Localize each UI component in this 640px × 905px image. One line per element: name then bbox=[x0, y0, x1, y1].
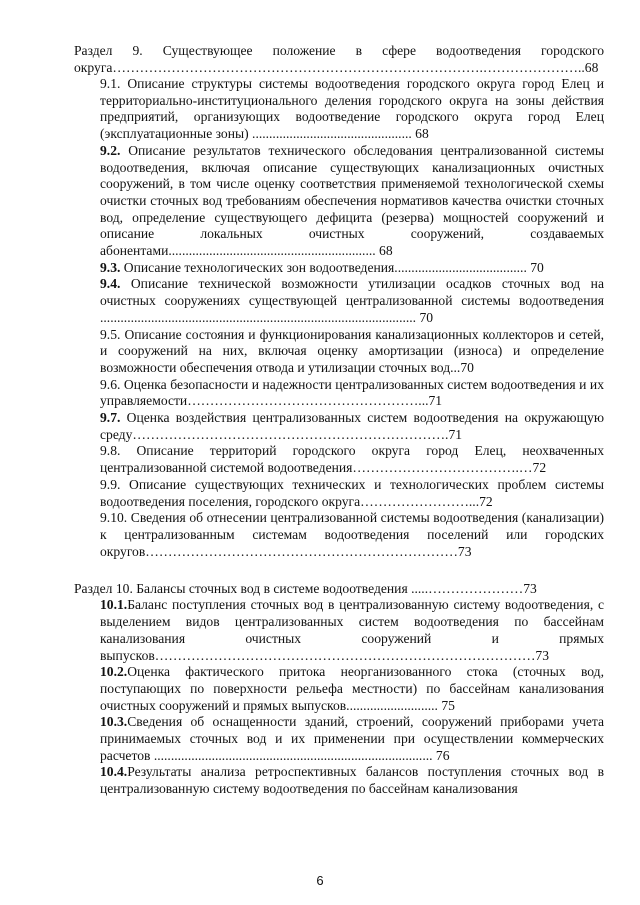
toc-entry-9-1: 9.1. Описание структуры системы водоотведения городского округа город Елец и территориально-институционального деления городского округа на зоны действия предприятий, организующих водоотведение городского округа город Елец (эксплуатационные зоны) ............................................... 68 bbox=[100, 76, 604, 142]
page-number: 6 bbox=[316, 873, 324, 888]
toc-entry-9-3: 9.3. Описание технологических зон водоотведения....................................... 70 bbox=[100, 259, 544, 275]
toc-entry-10-1: 10.1.Баланс поступления сточных вод в централизованную систему водоотведения, с выделением видов централизованных систем водоотведения по бассейнам канализования очистных сооружений и прямых выпусков…………………………………………………………………………73 bbox=[100, 597, 604, 663]
toc-entry-9-6: 9.6. Оценка безопасности и надежности централизованных систем водоотведения и их управляемости……………………………………………...71 bbox=[100, 376, 604, 409]
toc-entry-9-2: 9.2. Описание результатов технического обследования централизованной системы водоотведения, включая описание существующих канализационных очистных сооружений, в том числе оценку соответствия применяемой технологической схемы очистки сточных вод требованиям обеспечения нормативов качества очистки сточных вод, определение существующего дефицита (резерва) мощностей сооружений и описание локальных очистных сооружений, создаваемых абонентами............................................................. 68 bbox=[100, 142, 604, 259]
toc-entry-9-8: 9.8. Описание территорий городского округа город Елец, неохваченных централизованной системой водоотведения……………………………….…72 bbox=[100, 443, 604, 476]
toc-entry-9-9: 9.9. Описание существующих технических и технологических проблем системы водоотведения поселения, городского округа……………………...72 bbox=[100, 476, 604, 509]
toc-section-10-title: Раздел 10. Балансы сточных вод в системе водоотведения .....…………………73 bbox=[74, 581, 537, 597]
toc-entry-9-4: 9.4. Описание технической возможности утилизации осадков сточных вод на очистных сооружениях существующей централизованной системы водоотведения ............................................................................................. 70 bbox=[100, 276, 604, 325]
toc-entry-9-7: 9.7. Оценка воздействия централизованных систем водоотведения на окружающую среду…………………………………………………………….71 bbox=[100, 410, 604, 442]
toc-section-9-title: Раздел 9. Существующее положение в сфере водоотведения городского округа……………………………………………………………………….…………………..68 bbox=[74, 43, 604, 75]
toc-entry-10-3: 10.3.Сведения об оснащенности зданий, строений, сооружений приборами учета принимаемых сточных вод и их применении при осуществлении коммерческих расчетов .................................................................................. 76 bbox=[100, 714, 604, 763]
toc-page bbox=[74, 42, 604, 798]
toc-entry-10-4: 10.4.Результаты анализа ретроспективных балансов поступления сточных вод в централизованную систему водоотведения по бассейнам канализования bbox=[100, 764, 604, 797]
toc-entry-10-2: 10.2.Оценка фактического притока неорганизованного стока (сточных вод, поступающих по поверхности рельефа местности) по бассейнам канализования очистных сооружений и прямых выпусков........................... 75 bbox=[100, 664, 604, 713]
section-gap bbox=[74, 560, 604, 580]
toc-entry-9-5: 9.5. Описание состояния и функционирования канализационных коллекторов и сетей, и сооружений на них, включая оценку амортизации (износа) и определение возможности обеспечения отвода и утилизации сточных вод...70 bbox=[100, 326, 604, 375]
toc-entry-9-10: 9.10. Сведения об отнесении централизованной системы водоотведения (канализации) к централизованным системам водоотведения поселений или городских округов……………………………………………………………73 bbox=[100, 510, 604, 559]
